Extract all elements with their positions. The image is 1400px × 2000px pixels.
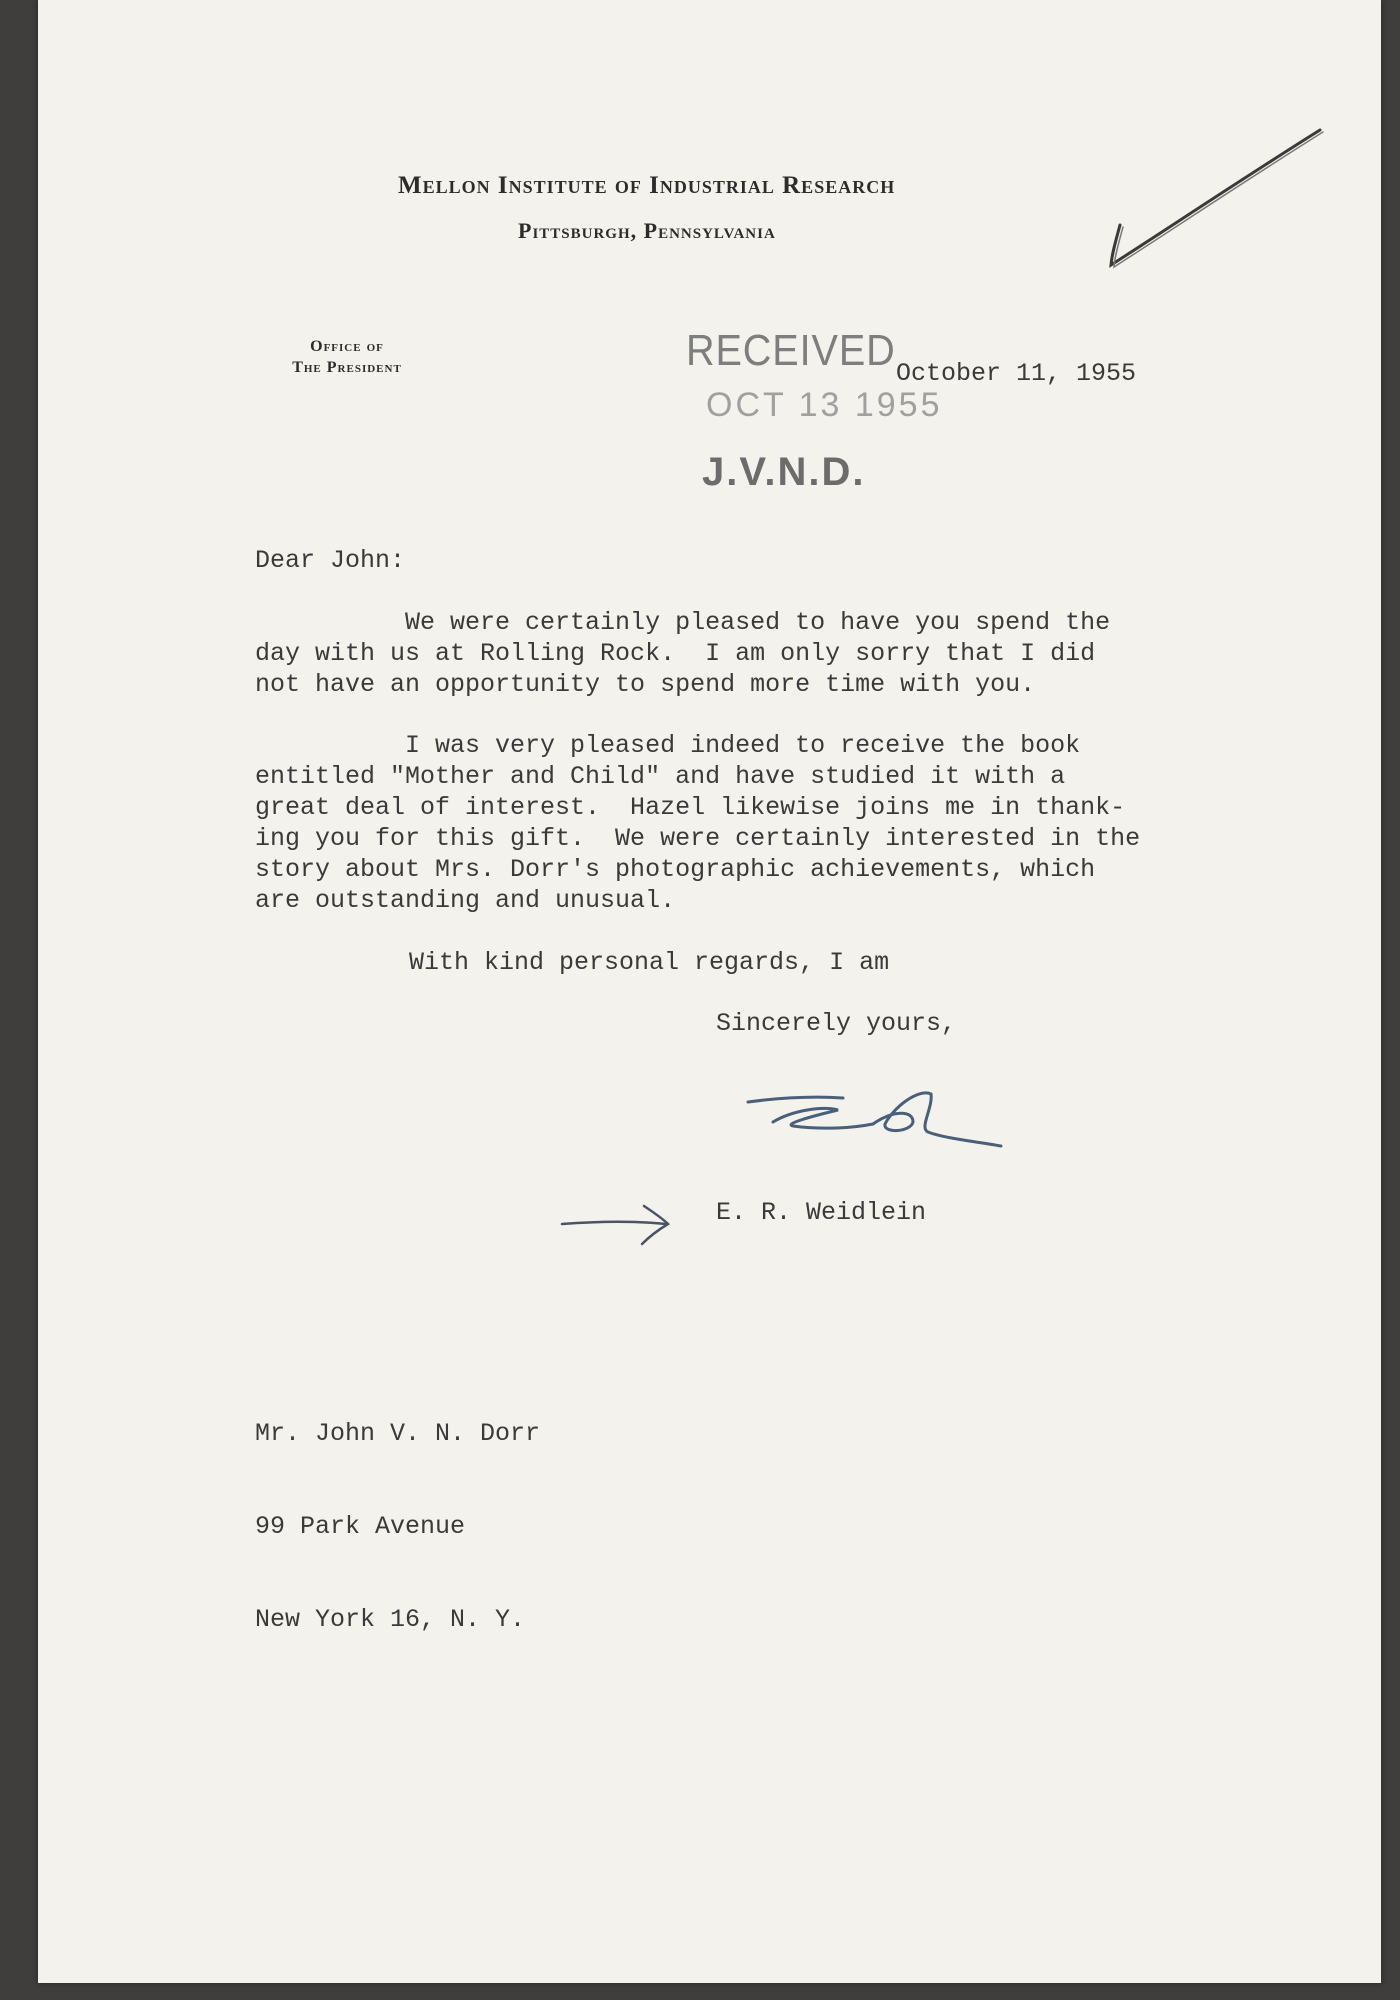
check-mark-icon <box>1098 125 1338 275</box>
letter-date: October 11, 1955 <box>896 359 1137 388</box>
body-paragraph-1: We were certainly pleased to have you spend the day with us at Rolling Rock. I am only sorry that I did not have an opportunity to spend more time with you. <box>255 608 1111 699</box>
received-stamp-date: OCT 13 1955 <box>706 386 943 424</box>
office-line-2: The President <box>292 359 402 376</box>
office-of-the-president <box>252 336 442 378</box>
arrow-right-icon <box>558 1198 678 1248</box>
body-paragraph-2: I was very pleased indeed to receive the book entitled "Mother and Child" and have studied it with a great deal of interest. Hazel likewise joins me in thank- ing you for this gift. We were certainly interested in the story about Mrs. Dorr's photographic achievements, which are outstanding and unusual. <box>255 731 1141 915</box>
recipient-city: New York 16, N. Y. <box>255 1605 526 1634</box>
recipient-name: Mr. John V. N. Dorr <box>255 1419 541 1448</box>
closing-line: With kind personal regards, I am <box>409 948 890 977</box>
received-stamp: RECEIVED <box>686 326 896 375</box>
handwritten-signature <box>743 1088 1003 1158</box>
letterhead-institution: Mellon Institute of Industrial Research <box>398 172 896 199</box>
recipient-street: 99 Park Avenue <box>255 1512 466 1541</box>
salutation: Dear John: <box>255 546 406 575</box>
office-line-1: Office of <box>310 338 384 355</box>
complimentary-close: Sincerely yours, <box>716 1009 957 1038</box>
signer-name: E. R. Weidlein <box>716 1198 927 1227</box>
letterhead-location: Pittsburgh, Pennsylvania <box>518 218 776 243</box>
received-stamp-initials: J.V.N.D. <box>702 450 866 494</box>
letter-page <box>38 0 1381 1983</box>
recipient-address <box>255 1356 540 1697</box>
